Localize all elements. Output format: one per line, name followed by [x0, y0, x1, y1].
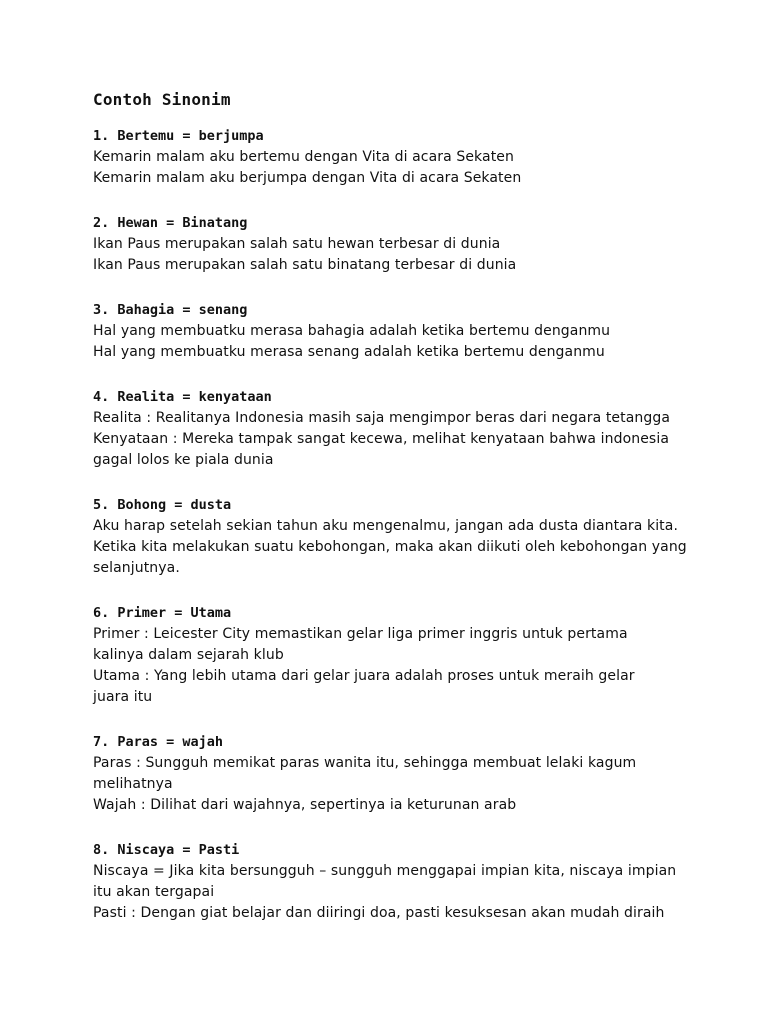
- example-sentence: Kenyataan : Mereka tampak sangat kecewa, melihat kenyataan bahwa indonesia: [93, 431, 669, 447]
- example-sentence: Niscaya = Jika kita bersungguh – sungguh menggapai impian kita, niscaya impian: [93, 863, 677, 879]
- example-sentence: Primer : Leicester City memastikan gelar liga primer inggris untuk pertama: [93, 626, 628, 642]
- example-sentence: Aku harap setelah sekian tahun aku mengenalmu, jangan ada dusta diantara kita.: [93, 518, 678, 534]
- entry-heading: 6. Primer = Utama: [93, 605, 232, 621]
- entry-heading: 3. Bahagia = senang: [93, 302, 248, 318]
- entry-heading: 1. Bertemu = berjumpa: [93, 128, 264, 144]
- document-page: [93, 88, 693, 948]
- example-sentence: Hal yang membuatku merasa senang adalah ketika bertemu denganmu: [93, 344, 605, 360]
- entry-heading: 7. Paras = wajah: [93, 734, 224, 750]
- example-sentence: Paras : Sungguh memikat paras wanita itu, sehingga membuat lelaki kagum: [93, 755, 637, 771]
- entry-heading: 8. Niscaya = Pasti: [93, 842, 240, 858]
- synonym-entry-2: [93, 213, 693, 276]
- example-sentence: itu akan tergapai: [93, 884, 215, 900]
- example-sentence: juara itu: [93, 689, 153, 705]
- example-sentence: Ketika kita melakukan suatu kebohongan, maka akan diikuti oleh kebohongan yang: [93, 539, 687, 555]
- synonym-entry-3: [93, 300, 693, 363]
- example-sentence: Utama : Yang lebih utama dari gelar juara adalah proses untuk meraih gelar: [93, 668, 635, 684]
- example-sentence: melihatnya: [93, 776, 173, 792]
- synonym-entry-4: [93, 387, 693, 471]
- entry-heading: 5. Bohong = dusta: [93, 497, 232, 513]
- synonym-entry-6: [93, 603, 693, 708]
- entry-heading: 4. Realita = kenyataan: [93, 389, 272, 405]
- entry-heading: 2. Hewan = Binatang: [93, 215, 248, 231]
- synonym-entry-1: [93, 126, 693, 189]
- synonym-entry-8: [93, 840, 693, 924]
- example-sentence: kalinya dalam sejarah klub: [93, 647, 284, 663]
- example-sentence: Realita : Realitanya Indonesia masih saja mengimpor beras dari negara tetangga: [93, 410, 671, 426]
- example-sentence: selanjutnya.: [93, 560, 180, 576]
- example-sentence: Kemarin malam aku berjumpa dengan Vita di acara Sekaten: [93, 170, 522, 186]
- example-sentence: Pasti : Dengan giat belajar dan diiringi doa, pasti kesuksesan akan mudah diraih: [93, 905, 665, 921]
- synonym-entry-5: [93, 495, 693, 579]
- example-sentence: Wajah : Dilihat dari wajahnya, sepertinya ia keturunan arab: [93, 797, 517, 813]
- document-title: Contoh Sinonim: [93, 90, 231, 109]
- example-sentence: Ikan Paus merupakan salah satu binatang terbesar di dunia: [93, 257, 517, 273]
- example-sentence: gagal lolos ke piala dunia: [93, 452, 274, 468]
- example-sentence: Hal yang membuatku merasa bahagia adalah ketika bertemu denganmu: [93, 323, 611, 339]
- example-sentence: Kemarin malam aku bertemu dengan Vita di acara Sekaten: [93, 149, 514, 165]
- example-sentence: Ikan Paus merupakan salah satu hewan terbesar di dunia: [93, 236, 501, 252]
- synonym-entry-7: [93, 732, 693, 816]
